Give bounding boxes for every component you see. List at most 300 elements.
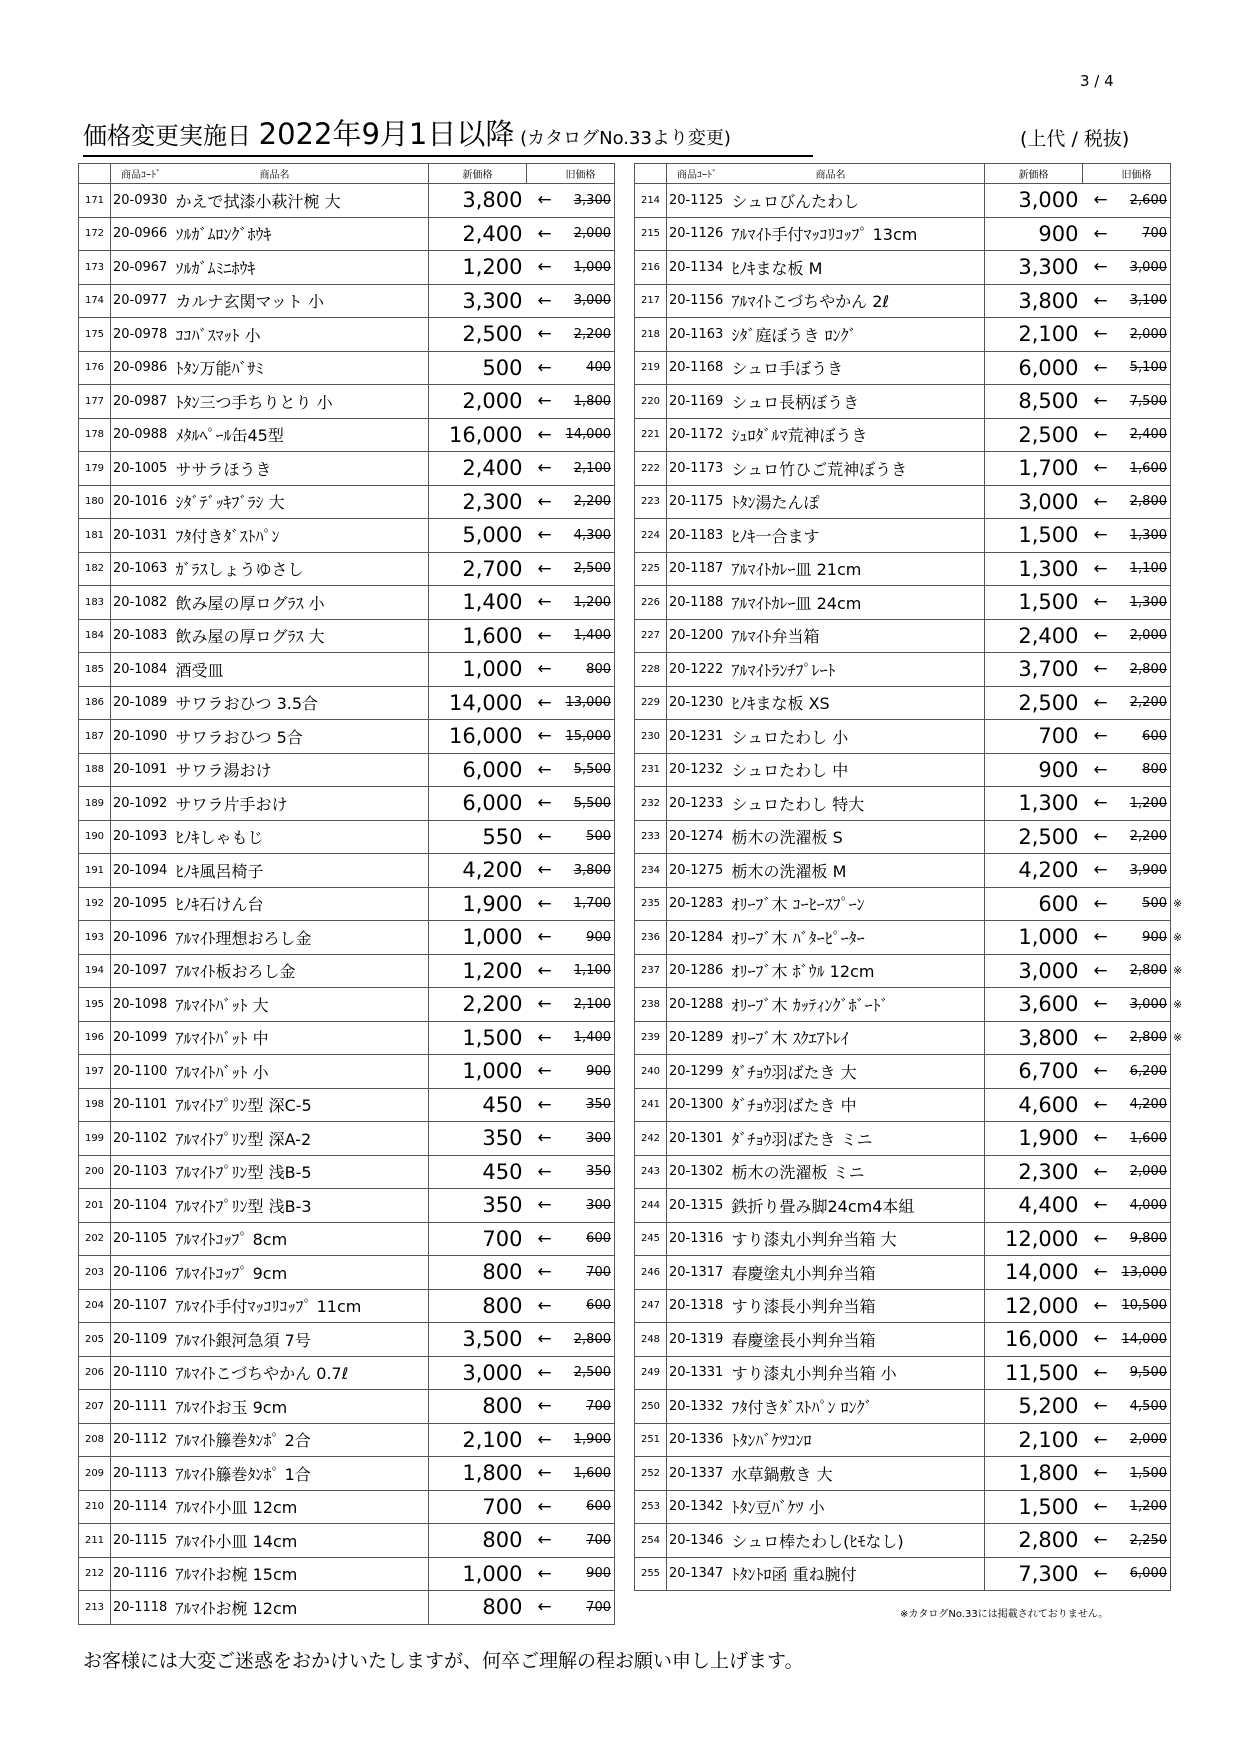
- item-name: ﾋﾉｷしゃもじ: [174, 820, 429, 854]
- new-price: 12,000: [985, 1222, 1083, 1256]
- old-price: 2,000: [1119, 1155, 1171, 1189]
- arrow-icon: ←: [1083, 251, 1119, 285]
- old-price: 300: [563, 1122, 615, 1156]
- new-price: 3,600: [985, 988, 1083, 1022]
- old-price: 3,100: [1119, 284, 1171, 318]
- table-row: [635, 1122, 1187, 1156]
- table-row: [79, 1256, 615, 1290]
- item-number: 227: [635, 619, 667, 653]
- item-name: ﾄﾀﾝﾊﾞｹﾂｺﾝﾛ: [730, 1423, 985, 1457]
- table-row: [635, 686, 1187, 720]
- item-name: ｱﾙﾏｲﾄ板おろし金: [174, 954, 429, 988]
- item-number: 213: [79, 1591, 111, 1625]
- old-price: 13,000: [1119, 1256, 1171, 1290]
- item-number: 181: [79, 519, 111, 553]
- item-name: 栃木の洗濯板 M: [730, 854, 985, 888]
- new-price: 1,300: [985, 552, 1083, 586]
- arrow-icon: ←: [1083, 1457, 1119, 1491]
- item-name: 鉄折り畳み脚24cm4本組: [730, 1189, 985, 1223]
- item-number: 240: [635, 1055, 667, 1089]
- item-name: ｱﾙﾏｲﾄ小皿 14cm: [174, 1524, 429, 1558]
- item-number: 207: [79, 1390, 111, 1424]
- not-in-catalog-mark: [1171, 686, 1187, 720]
- arrow-icon: ←: [1083, 1289, 1119, 1323]
- item-name: 春慶塗長小判弁当箱: [730, 1323, 985, 1357]
- item-name: ｱﾙﾏｲﾄ手付ﾏｯｺﾘｺｯﾌﾟ 11cm: [174, 1289, 429, 1323]
- item-name: シュロ棒たわし(ﾋﾓなし): [730, 1524, 985, 1558]
- item-name: ｱﾙﾏｲﾄﾌﾟﾘﾝ型 深A-2: [174, 1122, 429, 1156]
- not-in-catalog-mark: [1171, 184, 1187, 218]
- item-code: 20-1125: [667, 184, 730, 218]
- arrow-icon: ←: [1083, 552, 1119, 586]
- item-number: 229: [635, 686, 667, 720]
- item-number: 246: [635, 1256, 667, 1290]
- not-in-catalog-mark: ※: [1173, 897, 1183, 911]
- item-name: ｱﾙﾏｲﾄﾊﾞｯﾄ 中: [174, 1021, 429, 1055]
- new-price: 5,200: [985, 1390, 1083, 1424]
- table-row: [635, 954, 1187, 988]
- item-code: 20-1301: [667, 1122, 730, 1156]
- arrow-icon: ←: [1083, 586, 1119, 620]
- not-in-catalog-mark: [1171, 1557, 1187, 1591]
- item-code: 20-0987: [111, 385, 174, 419]
- item-code: 20-1168: [667, 351, 730, 385]
- item-number: 220: [635, 385, 667, 419]
- arrow-icon: ←: [527, 1256, 563, 1290]
- table-row: [635, 619, 1187, 653]
- item-name: すり漆長小判弁当箱: [730, 1289, 985, 1323]
- table-row: [79, 284, 615, 318]
- arrow-icon: ←: [1083, 1155, 1119, 1189]
- old-price: 2,000: [1119, 1423, 1171, 1457]
- table-row: [635, 284, 1187, 318]
- table-header-row: [79, 164, 615, 184]
- item-number: 172: [79, 217, 111, 251]
- table-row: [79, 1088, 615, 1122]
- not-in-catalog-mark: [1171, 385, 1187, 419]
- new-price: 3,300: [429, 284, 527, 318]
- arrow-icon: ←: [527, 284, 563, 318]
- arrow-icon: ←: [527, 552, 563, 586]
- old-price: 900: [563, 921, 615, 955]
- new-price: 2,100: [985, 318, 1083, 352]
- item-code: 20-1063: [111, 552, 174, 586]
- table-row: [79, 1055, 615, 1089]
- item-name: ﾄﾀﾝ三つ手ちりとり 小: [174, 385, 429, 419]
- arrow-icon: ←: [527, 1557, 563, 1591]
- table-row: [635, 251, 1187, 285]
- arrow-icon: ←: [527, 1055, 563, 1089]
- arrow-icon: ←: [527, 1356, 563, 1390]
- table-row: [79, 787, 615, 821]
- old-price: 3,900: [1119, 854, 1171, 888]
- item-code: 20-1299: [667, 1055, 730, 1089]
- new-price: 5,000: [429, 519, 527, 553]
- old-price: 2,000: [563, 217, 615, 251]
- item-name: ｱﾙﾏｲﾄお椀 15cm: [174, 1557, 429, 1591]
- item-number: 209: [79, 1457, 111, 1491]
- old-price: 600: [563, 1222, 615, 1256]
- arrow-icon: ←: [527, 988, 563, 1022]
- new-price: 2,500: [985, 686, 1083, 720]
- item-name: ｱﾙﾏｲﾄﾊﾞｯﾄ 小: [174, 1055, 429, 1089]
- not-in-catalog-mark: [1171, 284, 1187, 318]
- item-number: 247: [635, 1289, 667, 1323]
- not-in-catalog-mark: [1171, 519, 1187, 553]
- item-number: 171: [79, 184, 111, 218]
- old-price: 2,000: [1119, 318, 1171, 352]
- table-row: [635, 653, 1187, 687]
- new-price: 1,000: [429, 921, 527, 955]
- arrow-icon: ←: [527, 720, 563, 754]
- new-price: 2,400: [429, 217, 527, 251]
- arrow-icon: ←: [527, 1122, 563, 1156]
- item-name: ﾄﾀﾝ豆ﾊﾞｹﾂ 小: [730, 1490, 985, 1524]
- new-price: 3,700: [985, 653, 1083, 687]
- new-price: 2,400: [985, 619, 1083, 653]
- not-in-catalog-mark: [1171, 351, 1187, 385]
- table-row: [79, 1524, 615, 1558]
- header-mark: [1171, 164, 1187, 184]
- item-number: 215: [635, 217, 667, 251]
- new-price: 4,200: [985, 854, 1083, 888]
- new-price: 1,600: [429, 619, 527, 653]
- arrow-icon: ←: [527, 1591, 563, 1625]
- item-number: 212: [79, 1557, 111, 1591]
- item-code: 20-1111: [111, 1390, 174, 1424]
- old-price: 700: [1119, 217, 1171, 251]
- arrow-icon: ←: [527, 1390, 563, 1424]
- item-number: 252: [635, 1457, 667, 1491]
- arrow-icon: ←: [527, 318, 563, 352]
- item-code: 20-1315: [667, 1189, 730, 1223]
- item-code: 20-1082: [111, 586, 174, 620]
- not-in-catalog-mark: [1171, 1189, 1187, 1223]
- header-code: 商品ｺｰﾄﾞ: [677, 170, 717, 181]
- table-row: [79, 653, 615, 687]
- item-number: 198: [79, 1088, 111, 1122]
- item-number: 248: [635, 1323, 667, 1357]
- item-name: 飲み屋の厚ログﾗｽ 小: [174, 586, 429, 620]
- arrow-icon: ←: [1083, 720, 1119, 754]
- arrow-icon: ←: [1083, 787, 1119, 821]
- item-code: 20-0930: [111, 184, 174, 218]
- item-name: ｿﾙｶﾞﾑﾐﾆﾎｳｷ: [174, 251, 429, 285]
- new-price: 3,300: [985, 251, 1083, 285]
- arrow-icon: ←: [1083, 619, 1119, 653]
- item-number: 196: [79, 1021, 111, 1055]
- old-price: 2,400: [1119, 418, 1171, 452]
- table-row: [635, 887, 1187, 921]
- new-price: 1,700: [985, 452, 1083, 486]
- item-code: 20-1188: [667, 586, 730, 620]
- old-price: 1,700: [563, 887, 615, 921]
- item-code: 20-1016: [111, 485, 174, 519]
- old-price: 3,000: [1119, 251, 1171, 285]
- new-price: 350: [429, 1189, 527, 1223]
- table-row: [79, 1222, 615, 1256]
- table-row: [79, 988, 615, 1022]
- item-code: 20-1231: [667, 720, 730, 754]
- new-price: 1,800: [985, 1457, 1083, 1491]
- header-new-price: 新価格: [985, 164, 1083, 184]
- new-price: 6,000: [429, 753, 527, 787]
- item-code: 20-1172: [667, 418, 730, 452]
- arrow-icon: ←: [527, 452, 563, 486]
- new-price: 6,000: [429, 787, 527, 821]
- item-number: 233: [635, 820, 667, 854]
- item-code: 20-1275: [667, 854, 730, 888]
- item-code: 20-1005: [111, 452, 174, 486]
- new-price: 3,000: [429, 1356, 527, 1390]
- item-number: 175: [79, 318, 111, 352]
- table-row: [79, 1591, 615, 1625]
- header-no: [635, 164, 667, 184]
- item-number: 219: [635, 351, 667, 385]
- old-price: 350: [563, 1155, 615, 1189]
- new-price: 2,100: [429, 1423, 527, 1457]
- item-name: ｱﾙﾏｲﾄ銀河急須 7号: [174, 1323, 429, 1357]
- item-code: 20-1183: [667, 519, 730, 553]
- item-code: 20-1331: [667, 1356, 730, 1390]
- item-code: 20-1104: [111, 1189, 174, 1223]
- table-row: [635, 552, 1187, 586]
- not-in-catalog-mark: [1171, 1423, 1187, 1457]
- new-price: 1,400: [429, 586, 527, 620]
- arrow-icon: ←: [1083, 1189, 1119, 1223]
- item-number: 241: [635, 1088, 667, 1122]
- old-price: 5,500: [563, 787, 615, 821]
- item-code: 20-1300: [667, 1088, 730, 1122]
- table-row: [79, 1457, 615, 1491]
- item-number: 206: [79, 1356, 111, 1390]
- item-number: 199: [79, 1122, 111, 1156]
- item-name: ﾒﾀﾙﾍﾟｰﾙ缶45型: [174, 418, 429, 452]
- item-code: 20-1097: [111, 954, 174, 988]
- item-number: 245: [635, 1222, 667, 1256]
- table-row: [635, 1055, 1187, 1089]
- old-price: 1,400: [563, 619, 615, 653]
- old-price: 3,000: [563, 284, 615, 318]
- old-price: 2,200: [563, 485, 615, 519]
- old-price: 1,300: [1119, 586, 1171, 620]
- item-name: ｶﾞﾗｽしょうゆさし: [174, 552, 429, 586]
- item-number: 178: [79, 418, 111, 452]
- item-number: 222: [635, 452, 667, 486]
- table-row: [79, 887, 615, 921]
- item-name: ササラほうき: [174, 452, 429, 486]
- item-code: 20-1109: [111, 1323, 174, 1357]
- item-name: シュロたわし 特大: [730, 787, 985, 821]
- table-row: [79, 1189, 615, 1223]
- not-in-catalog-mark: [1171, 820, 1187, 854]
- arrow-icon: ←: [527, 485, 563, 519]
- item-code: 20-1222: [667, 653, 730, 687]
- old-price: 2,250: [1119, 1524, 1171, 1558]
- old-price: 700: [563, 1524, 615, 1558]
- new-price: 16,000: [429, 720, 527, 754]
- item-code: 20-1098: [111, 988, 174, 1022]
- arrow-icon: ←: [1083, 988, 1119, 1022]
- item-code: 20-1112: [111, 1423, 174, 1457]
- not-in-catalog-mark: [1171, 1122, 1187, 1156]
- table-row: [79, 921, 615, 955]
- catalog-note: ※カタログNo.33には掲載されておりません。: [900, 1609, 1109, 1620]
- new-price: 1,000: [429, 1557, 527, 1591]
- item-number: 210: [79, 1490, 111, 1524]
- item-name: ｿﾙｶﾞﾑﾛﾝｸﾞﾎｳｷ: [174, 217, 429, 251]
- new-price: 1,200: [429, 251, 527, 285]
- not-in-catalog-mark: [1171, 1055, 1187, 1089]
- arrow-icon: ←: [1083, 1021, 1119, 1055]
- item-name: ﾌﾀ付きﾀﾞｽﾄﾊﾟﾝ: [174, 519, 429, 553]
- not-in-catalog-mark: [1171, 1524, 1187, 1558]
- item-name: すり漆丸小判弁当箱 小: [730, 1356, 985, 1390]
- old-price: 10,500: [1119, 1289, 1171, 1323]
- new-price: 1,000: [429, 1055, 527, 1089]
- item-number: 224: [635, 519, 667, 553]
- not-in-catalog-mark: [1171, 854, 1187, 888]
- item-code: 20-1302: [667, 1155, 730, 1189]
- old-price: 500: [563, 820, 615, 854]
- item-number: 191: [79, 854, 111, 888]
- old-price: 900: [1119, 921, 1171, 955]
- arrow-icon: ←: [527, 1457, 563, 1491]
- table-row: [79, 586, 615, 620]
- table-row: [79, 1021, 615, 1055]
- arrow-icon: ←: [527, 921, 563, 955]
- item-number: 197: [79, 1055, 111, 1089]
- item-code: 20-1096: [111, 921, 174, 955]
- item-number: 185: [79, 653, 111, 687]
- item-name: ｼﾀﾞﾃﾞｯｷﾌﾞﾗｼ 大: [174, 485, 429, 519]
- old-price: 2,500: [563, 1356, 615, 1390]
- item-name: シュロ手ぼうき: [730, 351, 985, 385]
- item-number: 226: [635, 586, 667, 620]
- item-number: 208: [79, 1423, 111, 1457]
- new-price: 2,500: [985, 418, 1083, 452]
- title-sub: (カタログNo.33より変更): [514, 128, 731, 149]
- item-number: 183: [79, 586, 111, 620]
- table-row: [635, 753, 1187, 787]
- arrow-icon: ←: [527, 217, 563, 251]
- arrow-icon: ←: [1083, 1356, 1119, 1390]
- arrow-icon: ←: [527, 954, 563, 988]
- item-code: 20-1094: [111, 854, 174, 888]
- table-row: [635, 921, 1187, 955]
- old-price: 13,000: [563, 686, 615, 720]
- item-name: ｱﾙﾏｲﾄﾗﾝﾁﾌﾟﾚｰﾄ: [730, 653, 985, 687]
- arrow-icon: ←: [1083, 954, 1119, 988]
- table-row: [635, 1557, 1187, 1591]
- not-in-catalog-mark: [1171, 653, 1187, 687]
- old-price: 2,000: [1119, 619, 1171, 653]
- item-number: 242: [635, 1122, 667, 1156]
- table-row: [635, 1390, 1187, 1424]
- old-price: 2,100: [563, 452, 615, 486]
- not-in-catalog-mark: ※: [1173, 964, 1183, 978]
- old-price: 700: [563, 1591, 615, 1625]
- item-code: 20-1318: [667, 1289, 730, 1323]
- item-code: 20-1346: [667, 1524, 730, 1558]
- item-number: 189: [79, 787, 111, 821]
- item-name: ﾋﾉｷ石けん台: [174, 887, 429, 921]
- table-row: [635, 184, 1187, 218]
- item-name: 酒受皿: [174, 653, 429, 687]
- old-price: 600: [1119, 720, 1171, 754]
- item-code: 20-1113: [111, 1457, 174, 1491]
- item-number: 174: [79, 284, 111, 318]
- not-in-catalog-mark: [1171, 552, 1187, 586]
- item-name: ｱﾙﾏｲﾄﾌﾟﾘﾝ型 深C-5: [174, 1088, 429, 1122]
- table-row: [79, 1289, 615, 1323]
- item-code: 20-1134: [667, 251, 730, 285]
- item-name: ｱﾙﾏｲﾄ弁当箱: [730, 619, 985, 653]
- old-price: 900: [563, 1055, 615, 1089]
- new-price: 900: [985, 217, 1083, 251]
- table-row: [635, 418, 1187, 452]
- arrow-icon: ←: [1083, 1423, 1119, 1457]
- new-price: 16,000: [429, 418, 527, 452]
- not-in-catalog-mark: [1171, 1323, 1187, 1357]
- new-price: 800: [429, 1289, 527, 1323]
- old-price: 14,000: [1119, 1323, 1171, 1357]
- new-price: 500: [429, 351, 527, 385]
- item-number: 193: [79, 921, 111, 955]
- table-row: [635, 1155, 1187, 1189]
- table-row: [79, 820, 615, 854]
- item-code: 20-1115: [111, 1524, 174, 1558]
- not-in-catalog-mark: [1171, 217, 1187, 251]
- arrow-icon: ←: [1083, 184, 1119, 218]
- header-old-price: [527, 164, 615, 184]
- item-number: 188: [79, 753, 111, 787]
- item-name: ｺｺﾊﾞｽﾏｯﾄ 小: [174, 318, 429, 352]
- not-in-catalog-mark: [1171, 1490, 1187, 1524]
- item-code: 20-0988: [111, 418, 174, 452]
- new-price: 12,000: [985, 1289, 1083, 1323]
- table-row: [79, 251, 615, 285]
- item-code: 20-1084: [111, 653, 174, 687]
- header-code-name: [111, 164, 429, 184]
- item-number: 179: [79, 452, 111, 486]
- old-price: 900: [563, 1557, 615, 1591]
- arrow-icon: ←: [527, 854, 563, 888]
- not-in-catalog-mark: [1171, 586, 1187, 620]
- item-code: 20-0986: [111, 351, 174, 385]
- header-name: 商品名: [259, 170, 290, 181]
- new-price: 3,800: [985, 1021, 1083, 1055]
- new-price: 3,800: [985, 284, 1083, 318]
- item-number: 228: [635, 653, 667, 687]
- old-price: 4,200: [1119, 1088, 1171, 1122]
- arrow-icon: ←: [527, 787, 563, 821]
- item-code: 20-1233: [667, 787, 730, 821]
- table-row: [635, 1524, 1187, 1558]
- price-unit: (上代 / 税抜): [1020, 128, 1130, 150]
- arrow-icon: ←: [527, 1423, 563, 1457]
- item-number: 205: [79, 1323, 111, 1357]
- item-name: 飲み屋の厚ログﾗｽ 大: [174, 619, 429, 653]
- item-code: 20-1230: [667, 686, 730, 720]
- item-code: 20-1289: [667, 1021, 730, 1055]
- item-code: 20-1200: [667, 619, 730, 653]
- item-name: ｱﾙﾏｲﾄｶﾚｰ皿 24cm: [730, 586, 985, 620]
- item-code: 20-1274: [667, 820, 730, 854]
- new-price: 600: [985, 887, 1083, 921]
- item-code: 20-1232: [667, 753, 730, 787]
- item-name: ｱﾙﾏｲﾄｶﾚｰ皿 21cm: [730, 552, 985, 586]
